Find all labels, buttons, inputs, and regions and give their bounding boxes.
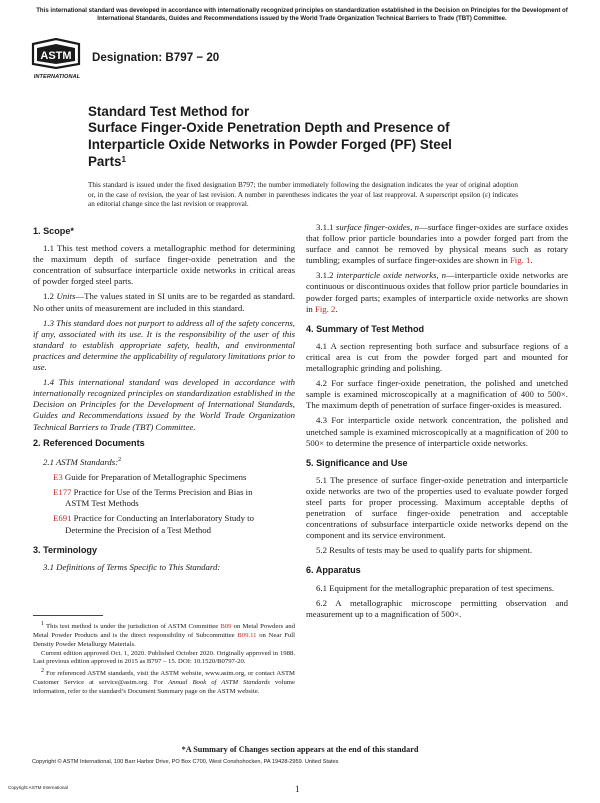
para-5-2: 5.2 Results of tests may be used to qualify parts for shipment. <box>316 545 533 556</box>
reference-link-e691[interactable]: E691 <box>53 513 72 524</box>
footnotes <box>33 620 295 697</box>
title-footnote-mark: 1 <box>121 155 126 164</box>
left-column <box>33 222 295 577</box>
tbt-notice: This international standard was developed in accordance with internationally recognized principles on standardization established in the Decision on Principles for the Development of International Standards, Guides and Recommendations issued by the World Trade Organization Technical Barriers to Trade (TBT) Committee. <box>36 7 568 22</box>
designation: Designation: B797 − 20 <box>92 51 220 64</box>
astm-logo <box>29 38 83 98</box>
section-heading-summary: 4. Summary of Test Method <box>306 323 425 334</box>
right-column <box>306 222 568 624</box>
issued-note: This standard is issued under the fixed designation B797; the number immediately following the designation indicates the year of original adoption or, in the case of revision, the year of last revision. A number in parentheses indicates the year of last reapproval. A superscript epsilon (ε) indicates an editorial change since the last revision or reapproval. <box>88 181 518 209</box>
footnote-divider <box>33 615 103 616</box>
figure-2-link[interactable]: Fig. 2 <box>315 303 336 314</box>
para-3-1-2: 3.1.2 interparticle oxide networks, n—interparticle oxide networks are continuous or discontinuous oxides that follow prior particle boundaries in powder forged parts; examples of interparticle oxide networks are shown in Fig. 2. <box>306 270 568 314</box>
para-3-1: 3.1 Definitions of Terms Specific to This Standard: <box>43 561 221 572</box>
reference-item: E691 Practice for Conducting an Interlaboratory Study to Determine the Precision of a Test Method <box>53 513 254 535</box>
footnote-1-edition: Current edition approved Oct. 1, 2020. Published October 2020. Originally approved in 1988. Last previous edition approved in 2015 as B797 – 15. DOI: 10.1520/B0797-20. <box>33 649 295 666</box>
reference-link-e177[interactable]: E177 <box>53 486 72 497</box>
figure-1-link[interactable]: Fig. 1 <box>509 255 531 266</box>
page-number: 1 <box>295 784 300 794</box>
copyright-stamp: Copyright ASTM International <box>8 785 69 790</box>
document-title <box>88 119 508 170</box>
para-4-3: 4.3 For interparticle oxide network concentration, the polished and unetched sample is examined microscopically at a magnification of 200 to 500× to determine the presence of interparticle oxide networks. <box>306 415 568 448</box>
para-6-1: 6.1 Equipment for the metallographic preparation of test specimens. <box>316 582 555 593</box>
astm-standards-label: 2.1 ASTM Standards:$^2$ <box>43 456 122 467</box>
title-line: Surface Finger-Oxide Penetration Depth and Presence of <box>88 120 450 135</box>
subcommittee-link-b0911[interactable]: B09.11 <box>237 632 257 640</box>
title-line: Interparticle Oxide Networks in Powder Forged (PF) Steel <box>88 137 452 152</box>
standard-label: Standard Test Method for <box>88 104 250 119</box>
copyright-line: Copyright © ASTM International, 100 Barr Harbor Drive, PO Box C700, West Conshohocken, PA 19428-2959. United States <box>32 759 339 765</box>
footnote-2: $^2$ For referenced ASTM standards, visit the ASTM website, www.astm.org, or contact ASTM Customer Service at service@astm.org. For Annual Book of ASTM Standards volume information, refer to the standard’s Document Summary page on the ASTM website. <box>33 668 296 696</box>
para-1-3: 1.3 This standard does not purport to address all of the safety concerns, if any, associated with its use. It is the responsibility of the user of this standard to establish appropriate safety, health, and environmental practices and determine the applicability of regulatory limitations prior to use. <box>33 317 295 373</box>
para-6-2: 6.2 A metallographic microscope permitting observation and measurement up to a magnification of 500×. <box>306 597 568 619</box>
title-line: Parts$^1$ <box>88 154 126 169</box>
para-4-2: 4.2 For surface finger-oxide penetration, the polished and unetched sample is examined microscopically at a magnification of 400 to 500×. The maximum depth of penetration of surface finger-oxides is measured. <box>306 378 568 411</box>
para-3-1-1: 3.1.1 surface finger-oxides, n—surface finger-oxides are surface oxides that follow prior particle boundaries into a powder forged part from the surface and cannot be removed by physical means such as rotary tumbling; examples of surface finger-oxides are shown in Fig. 1. <box>306 222 568 266</box>
reference-link-e3[interactable]: E3 <box>53 471 63 482</box>
section-heading-referenced-documents: 2. Referenced Documents <box>33 437 145 448</box>
para-1-2: 1.2 Units—The values stated in SI units are to be regarded as standard. No other units of measurement are included in this standard. <box>33 291 295 313</box>
section-heading-scope: 1. Scope* <box>33 226 74 236</box>
footnote-1: $^1$ This test method is under the jurisdiction of ASTM Committee B09 on Metal Powders and Metal Powder Products and is the direct responsibility of Subcommittee B09.11 on Near Full Density Powder Metallurgy Materials. <box>33 621 295 648</box>
section-heading-terminology: 3. Terminology <box>33 544 98 555</box>
para-5-1: 5.1 The presence of surface finger-oxide penetration and interparticle oxide networks are two of the properties used to evaluate powder forged steel parts for proper processing. Maximum acceptable depths of penetration of surface finger-oxide penetration and acceptable concentrations of subsurface interparticle oxide networks depend on the component and its service environment. <box>306 474 568 541</box>
section-heading-significance: 5. Significance and Use <box>306 457 408 468</box>
committee-link-b09[interactable]: B09 <box>220 623 232 631</box>
reference-item: E3 Guide for Preparation of Metallographic Specimens <box>53 471 247 482</box>
astm-logo-mark: ASTM <box>40 50 72 62</box>
para-4-1: 4.1 A section representing both surface and subsurface regions of a critical area is cut from the powder forged part and mounted for metallographic grinding and polishing. <box>306 340 568 374</box>
logo-wordmark: INTERNATIONAL <box>33 74 81 80</box>
summary-of-changes-note: *A Summary of Changes section appears at the end of this standard <box>181 745 419 754</box>
section-heading-apparatus: 6. Apparatus <box>306 565 361 576</box>
reference-item: E177 Practice for Use of the Terms Precision and Bias in ASTM Test Methods <box>53 486 253 509</box>
para-1-1: 1.1 This test method covers a metallographic method for determining the maximum depth of surface finger-oxide penetration and the concentration of subsurface interparticle oxide networks in critical areas of powder forged steel parts. <box>33 243 295 287</box>
para-1-4: 1.4 This international standard was developed in accordance with internationally recognized principles on standardization established in the Decision on Principles for the Development of International Standards, Guides and Recommendations issued by the World Trade Organization Technical Barriers to Trade (TBT) Committee. <box>33 377 295 432</box>
